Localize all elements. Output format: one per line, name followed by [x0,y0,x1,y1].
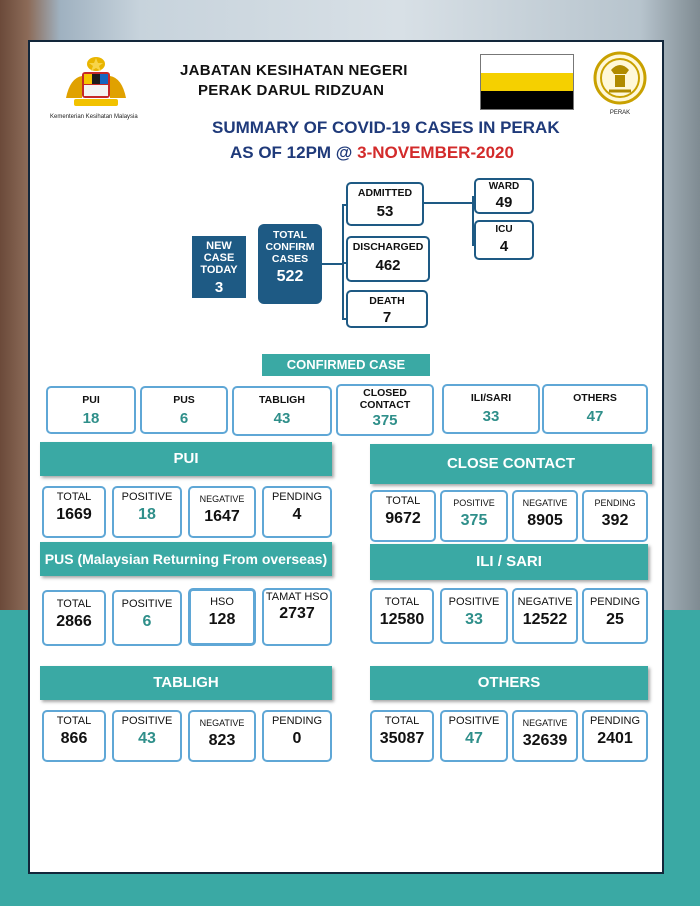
pui-pending-box [262,486,332,538]
admitted-label: ADMITTED [357,187,413,199]
new-case-value: 3 [214,279,224,296]
stat-label: POSITIVE [453,498,495,508]
stat-label: PENDING [594,498,636,508]
stat-value: 8905 [527,512,563,529]
stat-value: 866 [60,730,88,747]
stat-label: HSO [210,596,234,608]
pus-total-box [42,590,106,646]
death-value: 7 [382,309,392,326]
stat-label: PENDING [589,715,641,727]
stat-label: TOTAL [384,715,420,727]
stat-label: TOTAL [56,491,92,503]
confirmed-pus-box [140,386,228,434]
stat-value: 6 [142,613,152,630]
confirmed-value: 33 [482,408,500,425]
stat-label: TOTAL [384,596,420,608]
stat-value: 25 [606,611,624,628]
connector-line [322,263,342,265]
confirmed-pui-box [46,386,136,434]
confirmed-label: CLOSED CONTACT [359,387,411,411]
icu-box [474,220,534,260]
confirmed-label: TABLIGH [259,394,305,406]
close-contact-section-heading: CLOSE CONTACT [370,444,652,484]
date-line [230,143,514,163]
stat-label: POSITIVE [121,598,173,610]
new-case-today-box [192,236,246,298]
pus-positive-box [112,590,182,646]
page-title: SUMMARY OF COVID-19 CASES IN PERAK [212,118,560,137]
icu-value: 4 [499,238,509,255]
pui-negative-box [188,486,256,538]
infographic-card [28,40,664,874]
stat-value: 375 [460,512,488,529]
confirmed-value: 43 [273,410,291,427]
confirmed-case-heading: CONFIRMED CASE [262,354,430,376]
discharged-box [346,236,430,282]
confirmed-label: PUS [173,394,195,406]
stat-label: PENDING [271,491,323,503]
perak-flag [480,54,574,110]
ili-sari-positive-box [440,588,508,644]
stat-value: 823 [208,732,236,749]
death-box [346,290,428,328]
confirmed-value: 375 [372,412,398,429]
ward-label: WARD [488,181,520,192]
confirmed-label: ILI/SARI [470,392,512,404]
stat-label: NEGATIVE [199,718,245,728]
stat-value: 12522 [522,611,568,628]
confirmed-label: PUI [82,394,100,406]
discharged-label: DISCHARGED [352,241,424,253]
perak-caption: PERAK [609,110,631,116]
stat-label: POSITIVE [121,491,173,503]
stat-label: NEGATIVE [522,718,568,728]
tabligh-negative-box [188,710,256,762]
stat-value: 12580 [379,611,425,628]
new-case-label: NEW CASE TODAY [200,240,238,276]
stat-label: TOTAL [385,495,421,507]
admitted-box [346,182,424,226]
ili-sari-pending-box [582,588,648,644]
report-date: 3-NOVEMBER-2020 [357,143,514,162]
ward-box [474,178,534,214]
stat-label: POSITIVE [448,715,500,727]
stat-value: 0 [292,730,302,747]
others-total-box [370,710,434,762]
close-contact-total-box [370,490,436,542]
others-pending-box [582,710,648,762]
stat-label: POSITIVE [448,596,500,608]
stat-value: 43 [138,730,156,747]
stat-label: NEGATIVE [199,494,245,504]
confirmed-label: OTHERS [573,392,617,404]
total-confirm-cases-box [258,224,322,304]
date-prefix: AS OF 12PM @ [230,143,358,162]
tabligh-pending-box [262,710,332,762]
stat-value: 1647 [204,508,240,525]
ministry-caption: Kementerian Kesihatan Malaysia [50,114,138,120]
tabligh-section-heading: TABLIGH [40,666,332,700]
ili-sari-section-heading: ILI / SARI [370,544,648,580]
stat-value: 33 [465,611,483,628]
stat-value: 1669 [56,506,92,523]
pus-hso-box [188,588,256,646]
connector-line [424,202,474,204]
stat-label: NEGATIVE [522,498,568,508]
stat-value: 2737 [279,605,315,622]
stat-value: 18 [138,506,156,523]
stat-value: 2866 [56,613,92,630]
confirmed-tabligh-box [232,386,332,436]
discharged-value: 462 [375,257,401,274]
close-contact-pending-box [582,490,648,542]
confirmed-closed-contact-box [336,384,434,436]
others-section-heading: OTHERS [370,666,648,700]
icu-label: ICU [495,224,513,235]
admitted-value: 53 [376,203,394,220]
tabligh-positive-box [112,710,182,762]
pui-section-heading: PUI [40,442,332,476]
pui-total-box [42,486,106,538]
others-positive-box [440,710,508,762]
ili-sari-negative-box [512,588,578,644]
stat-value: 128 [208,611,236,628]
stat-label: TOTAL [56,715,92,727]
pui-positive-box [112,486,182,538]
confirmed-others-box [542,384,648,434]
pus-section-heading: PUS (Malaysian Returning From overseas) [40,542,332,576]
stat-label: PENDING [271,715,323,727]
ward-value: 49 [495,194,513,211]
pus-tamat-hso-box [262,588,332,646]
stat-value: 32639 [522,732,568,749]
stat-label: POSITIVE [121,715,173,727]
total-confirm-label: TOTAL CONFIRM CASES [265,229,315,265]
total-confirm-value: 522 [276,268,304,285]
close-contact-positive-box [440,490,508,542]
stat-value: 35087 [379,730,425,747]
malaysia-crest-logo [50,54,140,120]
tabligh-total-box [42,710,106,762]
stat-value: 2401 [597,730,633,747]
confirmed-value: 47 [586,408,604,425]
others-negative-box [512,710,578,762]
close-contact-negative-box [512,490,578,542]
perak-crest-logo [590,50,650,116]
stat-value: 9672 [385,510,421,527]
stat-value: 47 [465,730,483,747]
stat-label: PENDING [589,596,641,608]
stat-label: TAMAT HSO [265,591,329,603]
department-name-line1: JABATAN KESIHATAN NEGERI [180,62,408,79]
death-label: DEATH [369,295,405,307]
stat-label: NEGATIVE [517,596,573,608]
confirmed-ili-sari-box [442,384,540,434]
confirmed-value: 18 [82,410,100,427]
stat-value: 4 [292,506,302,523]
department-name-line2: PERAK DARUL RIDZUAN [198,82,385,99]
stat-value: 392 [601,512,629,529]
stat-label: TOTAL [56,598,92,610]
confirmed-value: 6 [179,410,189,427]
ili-sari-total-box [370,588,434,644]
